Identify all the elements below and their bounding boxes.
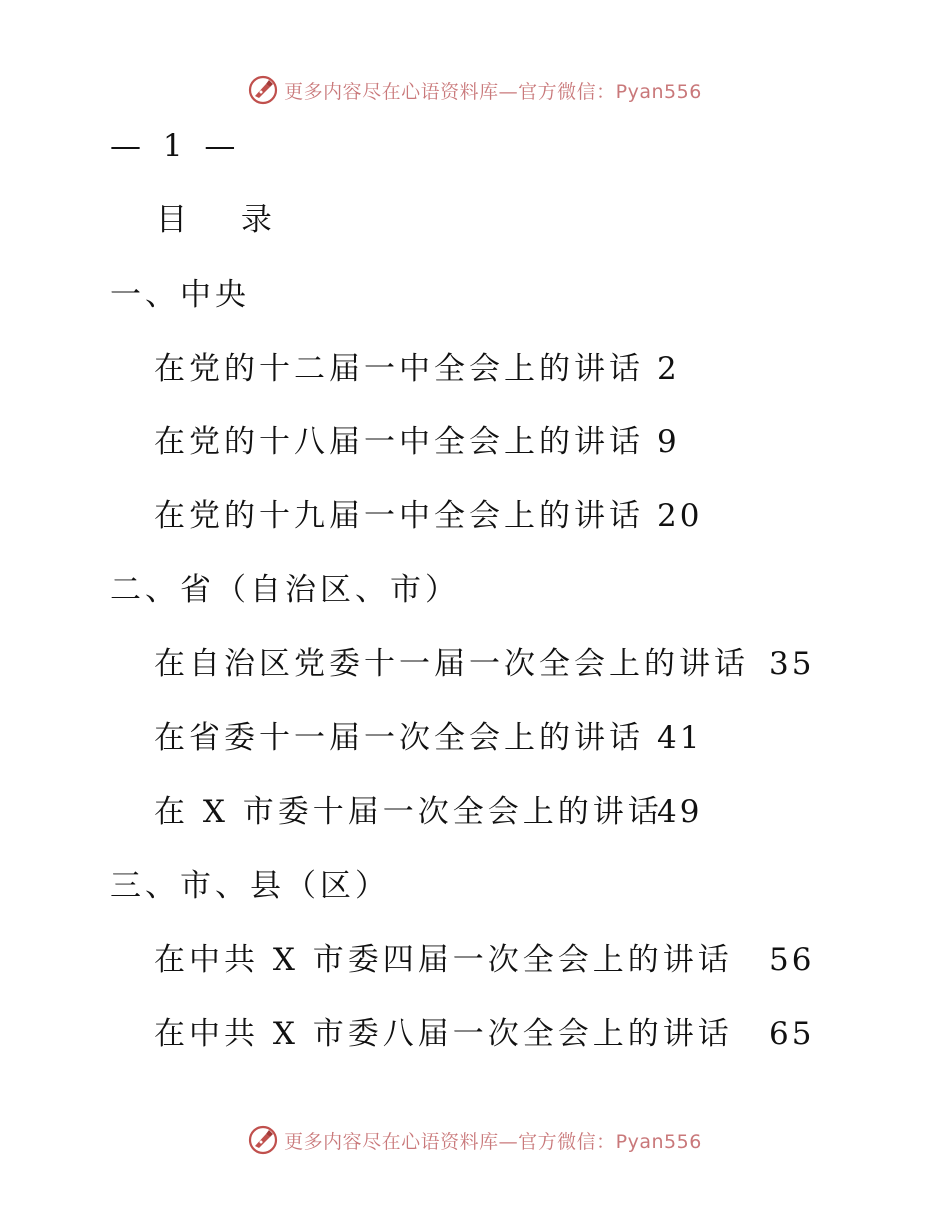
toc-entry-page: 56 [769,942,815,978]
section-heading: 二、省（自治区、市） [110,572,460,608]
watermark-banner-bottom [0,1120,950,1160]
watermark-wechat-id: Pyan556 [615,80,702,103]
toc-entry[interactable] [154,718,703,758]
toc-entry-page: 20 [657,498,703,534]
toc-entry-title: 在党的十八届一中全会上的讲话 [154,424,644,460]
section-heading: 一、中央 [110,277,250,313]
toc-entry-page: 2 [657,351,680,387]
watermark-text: 更多内容尽在心语资料库—官方微信： [284,1130,616,1153]
toc-entry-title: 在中共 X 市委四届一次全会上的讲话 [154,942,733,978]
toc-entry-title: 在中共 X 市委八届一次全会上的讲话 [154,1016,733,1052]
toc-entry-title: 在省委十一届一次全会上的讲话 [154,720,644,756]
page-number: — 1 — [110,128,242,164]
pen-nib-logo-icon [248,75,278,105]
toc-entry-title: 在党的十九届一中全会上的讲话 [154,498,644,534]
toc-entry-page: 49 [657,794,703,830]
toc-entry-page: 65 [769,1016,815,1052]
toc-entry-page: 41 [657,720,703,756]
watermark-text: 更多内容尽在心语资料库—官方微信： [284,80,616,103]
toc-entry[interactable] [154,1014,815,1054]
toc-entry[interactable] [154,644,815,684]
toc-entry-page: 35 [769,646,815,682]
toc-entry[interactable] [154,792,703,832]
watermark-banner-top [0,70,950,110]
toc-entry-title: 在 X 市委十届一次全会上的讲话 [154,794,663,830]
toc-entry[interactable] [154,422,680,462]
pen-nib-logo-icon [248,1125,278,1155]
toc-title: 目 录 [156,202,294,238]
watermark-wechat-id: Pyan556 [615,1130,702,1153]
toc-entry[interactable] [154,349,680,389]
section-heading: 三、市、县（区） [110,868,390,904]
toc-entry-title: 在自治区党委十一届一次全会上的讲话 [154,646,749,682]
toc-entry-page: 9 [657,424,680,460]
toc-entry-title: 在党的十二届一中全会上的讲话 [154,351,644,387]
toc-entry[interactable] [154,940,815,980]
toc-entry[interactable] [154,496,703,536]
